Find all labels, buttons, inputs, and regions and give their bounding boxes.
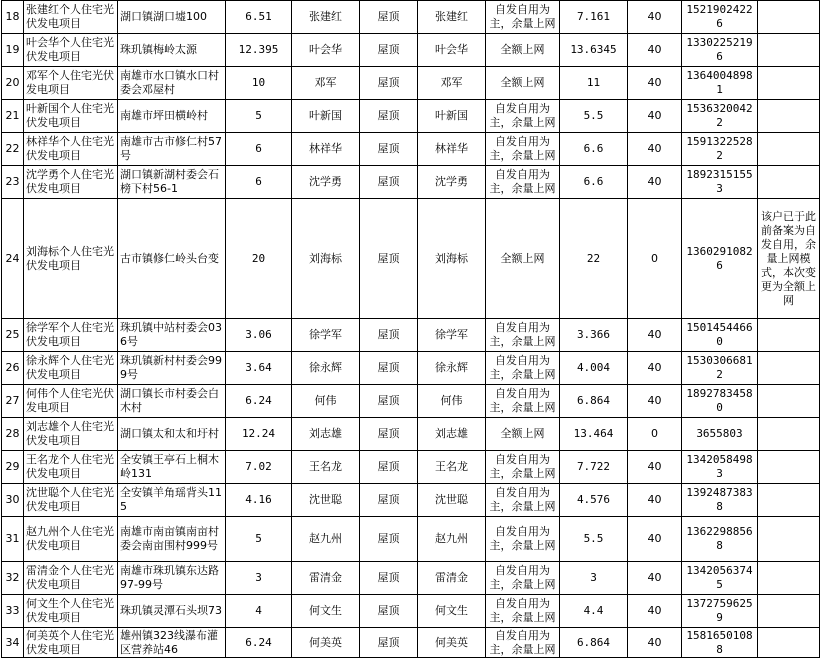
address-cell: 雄州镇323线瀑布灌区营养站46 [118,628,226,658]
phone-cell: 13727596259 [682,595,758,628]
owner-cell: 叶新国 [292,100,360,133]
price-cell: 40 [628,34,682,67]
owner-cell: 张建红 [292,1,360,34]
grid-mode-cell: 自发自用为主，余量上网 [486,1,560,34]
note-cell [758,67,820,100]
table-row [2,628,820,658]
project-name-cell: 何伟个人住宅光伏发电项目 [24,385,118,418]
owner-cell: 徐永辉 [292,352,360,385]
amount-cell: 3 [560,562,628,595]
amount-cell: 5.5 [560,100,628,133]
phone-cell: 15363200422 [682,100,758,133]
phone-cell: 15913225282 [682,133,758,166]
amount-cell: 13.464 [560,418,628,451]
project-name-cell: 叶新国个人住宅光伏发电项目 [24,100,118,133]
price-cell: 40 [628,166,682,199]
amount-cell: 3.366 [560,319,628,352]
capacity-cell: 4 [226,595,292,628]
project-table [1,0,820,658]
install-type-cell: 屋顶 [360,166,418,199]
phone-cell: 15303066812 [682,352,758,385]
install-type-cell: 屋顶 [360,133,418,166]
phone-cell: 18923151553 [682,166,758,199]
seq-cell: 20 [2,67,24,100]
amount-cell: 13.6345 [560,34,628,67]
seq-cell: 22 [2,133,24,166]
capacity-cell: 6 [226,133,292,166]
address-cell: 全安镇羊角瑶背头115 [118,484,226,517]
table-row [2,166,820,199]
note-cell [758,484,820,517]
note-cell [758,34,820,67]
install-type-cell: 屋顶 [360,385,418,418]
investor-cell: 刘志雄 [418,418,486,451]
investor-cell: 叶会华 [418,34,486,67]
phone-cell: 18927834580 [682,385,758,418]
install-type-cell: 屋顶 [360,562,418,595]
table-row [2,484,820,517]
investor-cell: 徐永辉 [418,352,486,385]
owner-cell: 何美英 [292,628,360,658]
project-name-cell: 叶会华个人住宅光伏发电项目 [24,34,118,67]
install-type-cell: 屋顶 [360,595,418,628]
investor-cell: 张建红 [418,1,486,34]
grid-mode-cell: 自发自用为主，余量上网 [486,166,560,199]
price-cell: 0 [628,418,682,451]
seq-cell: 26 [2,352,24,385]
seq-cell: 34 [2,628,24,658]
owner-cell: 刘海标 [292,199,360,319]
project-name-cell: 邓军个人住宅光伏发电项目 [24,67,118,100]
capacity-cell: 5 [226,517,292,562]
price-cell: 40 [628,517,682,562]
note-cell [758,517,820,562]
capacity-cell: 4.16 [226,484,292,517]
owner-cell: 邓军 [292,67,360,100]
capacity-cell: 10 [226,67,292,100]
seq-cell: 27 [2,385,24,418]
investor-cell: 沈学勇 [418,166,486,199]
capacity-cell: 6.24 [226,628,292,658]
price-cell: 40 [628,133,682,166]
price-cell: 40 [628,319,682,352]
seq-cell: 25 [2,319,24,352]
amount-cell: 6.6 [560,133,628,166]
amount-cell: 4.4 [560,595,628,628]
investor-cell: 王名龙 [418,451,486,484]
note-cell [758,352,820,385]
project-name-cell: 徐永辉个人住宅光伏发电项目 [24,352,118,385]
owner-cell: 刘志雄 [292,418,360,451]
investor-cell: 何美英 [418,628,486,658]
phone-cell: 13924873838 [682,484,758,517]
phone-cell: 13420584983 [682,451,758,484]
phone-cell: 3655803 [682,418,758,451]
price-cell: 40 [628,1,682,34]
seq-cell: 30 [2,484,24,517]
note-cell [758,385,820,418]
amount-cell: 11 [560,67,628,100]
phone-cell: 13640048981 [682,67,758,100]
table-row [2,199,820,319]
project-name-cell: 赵九州个人住宅光伏发电项目 [24,517,118,562]
table-row [2,385,820,418]
phone-cell: 13602910826 [682,199,758,319]
note-cell [758,595,820,628]
investor-cell: 何伟 [418,385,486,418]
install-type-cell: 屋顶 [360,319,418,352]
price-cell: 40 [628,595,682,628]
note-cell [758,418,820,451]
investor-cell: 沈世聪 [418,484,486,517]
capacity-cell: 3.64 [226,352,292,385]
amount-cell: 6.864 [560,385,628,418]
address-cell: 南雄市南亩镇南亩村委会南亩围村999号 [118,517,226,562]
install-type-cell: 屋顶 [360,484,418,517]
capacity-cell: 12.24 [226,418,292,451]
phone-cell: 13420563745 [682,562,758,595]
address-cell: 南雄市坪田横岭村 [118,100,226,133]
project-name-cell: 沈世聪个人住宅光伏发电项目 [24,484,118,517]
price-cell: 40 [628,67,682,100]
note-cell [758,100,820,133]
install-type-cell: 屋顶 [360,100,418,133]
table-row [2,595,820,628]
grid-mode-cell: 自发自用为主，余量上网 [486,352,560,385]
price-cell: 40 [628,562,682,595]
note-cell [758,451,820,484]
grid-mode-cell: 全额上网 [486,34,560,67]
install-type-cell: 屋顶 [360,1,418,34]
investor-cell: 叶新国 [418,100,486,133]
owner-cell: 雷清金 [292,562,360,595]
amount-cell: 7.161 [560,1,628,34]
table-body [2,1,820,658]
address-cell: 珠玑镇灵潭石头坝73 [118,595,226,628]
price-cell: 0 [628,199,682,319]
owner-cell: 赵九州 [292,517,360,562]
investor-cell: 徐学军 [418,319,486,352]
address-cell: 全安镇王亭石上桐木岭131 [118,451,226,484]
amount-cell: 5.5 [560,517,628,562]
amount-cell: 6.6 [560,166,628,199]
grid-mode-cell: 自发自用为主，余量上网 [486,133,560,166]
address-cell: 珠玑镇中站村委会036号 [118,319,226,352]
grid-mode-cell: 自发自用为主，余量上网 [486,517,560,562]
owner-cell: 叶会华 [292,34,360,67]
table-row [2,133,820,166]
install-type-cell: 屋顶 [360,352,418,385]
seq-cell: 24 [2,199,24,319]
amount-cell: 22 [560,199,628,319]
phone-cell: 15219024226 [682,1,758,34]
grid-mode-cell: 自发自用为主，余量上网 [486,484,560,517]
seq-cell: 28 [2,418,24,451]
address-cell: 珠玑镇梅岭太源 [118,34,226,67]
address-cell: 珠玑镇新村村委会999号 [118,352,226,385]
price-cell: 40 [628,352,682,385]
price-cell: 40 [628,100,682,133]
investor-cell: 刘海标 [418,199,486,319]
project-name-cell: 刘海标个人住宅光伏发电项目 [24,199,118,319]
owner-cell: 沈世聪 [292,484,360,517]
seq-cell: 33 [2,595,24,628]
project-name-cell: 刘志雄个人住宅光伏发电项目 [24,418,118,451]
address-cell: 湖口镇新湖村委会石榜下村56-1 [118,166,226,199]
grid-mode-cell: 自发自用为主，余量上网 [486,562,560,595]
capacity-cell: 5 [226,100,292,133]
phone-cell: 15014544660 [682,319,758,352]
project-name-cell: 何美英个人住宅光伏发电项目 [24,628,118,658]
note-cell: 该户已于此前备案为自发自用，余量上网模式，本次变更为全额上网 [758,199,820,319]
investor-cell: 何文生 [418,595,486,628]
note-cell [758,1,820,34]
price-cell: 40 [628,628,682,658]
address-cell: 南雄市水口镇水口村委会邓屋村 [118,67,226,100]
address-cell: 湖口镇长市村委会白木村 [118,385,226,418]
address-cell: 湖口镇湖口墟100 [118,1,226,34]
project-name-cell: 沈学勇个人住宅光伏发电项目 [24,166,118,199]
install-type-cell: 屋顶 [360,199,418,319]
table-row [2,562,820,595]
table-row [2,1,820,34]
install-type-cell: 屋顶 [360,517,418,562]
install-type-cell: 屋顶 [360,451,418,484]
capacity-cell: 12.395 [226,34,292,67]
table-row [2,319,820,352]
address-cell: 湖口镇太和太和圩村 [118,418,226,451]
project-name-cell: 林祥华个人住宅光伏发电项目 [24,133,118,166]
address-cell: 南雄市古市修仁村57号 [118,133,226,166]
grid-mode-cell: 自发自用为主，余量上网 [486,385,560,418]
owner-cell: 林祥华 [292,133,360,166]
investor-cell: 赵九州 [418,517,486,562]
owner-cell: 徐学军 [292,319,360,352]
note-cell [758,628,820,658]
investor-cell: 邓军 [418,67,486,100]
table-row [2,418,820,451]
amount-cell: 6.864 [560,628,628,658]
seq-cell: 19 [2,34,24,67]
grid-mode-cell: 自发自用为主，余量上网 [486,451,560,484]
table-row [2,451,820,484]
seq-cell: 21 [2,100,24,133]
amount-cell: 4.004 [560,352,628,385]
capacity-cell: 3.06 [226,319,292,352]
grid-mode-cell: 自发自用为主，余量上网 [486,100,560,133]
owner-cell: 沈学勇 [292,166,360,199]
seq-cell: 32 [2,562,24,595]
address-cell: 南雄市珠玑镇东达路97-99号 [118,562,226,595]
price-cell: 40 [628,385,682,418]
capacity-cell: 20 [226,199,292,319]
table-row [2,34,820,67]
phone-cell: 13622988568 [682,517,758,562]
phone-cell: 15816501088 [682,628,758,658]
project-name-cell: 王名龙个人住宅光伏发电项目 [24,451,118,484]
investor-cell: 林祥华 [418,133,486,166]
grid-mode-cell: 自发自用为主，余量上网 [486,595,560,628]
grid-mode-cell: 自发自用为主，余量上网 [486,319,560,352]
phone-cell: 13302252196 [682,34,758,67]
install-type-cell: 屋顶 [360,628,418,658]
amount-cell: 4.576 [560,484,628,517]
install-type-cell: 屋顶 [360,418,418,451]
seq-cell: 29 [2,451,24,484]
investor-cell: 雷清金 [418,562,486,595]
grid-mode-cell: 全额上网 [486,199,560,319]
note-cell [758,166,820,199]
table-row [2,517,820,562]
table-row [2,352,820,385]
project-name-cell: 徐学军个人住宅光伏发电项目 [24,319,118,352]
note-cell [758,133,820,166]
install-type-cell: 屋顶 [360,67,418,100]
capacity-cell: 6.51 [226,1,292,34]
seq-cell: 31 [2,517,24,562]
capacity-cell: 6 [226,166,292,199]
project-name-cell: 雷清金个人住宅光伏发电项目 [24,562,118,595]
grid-mode-cell: 全额上网 [486,67,560,100]
amount-cell: 7.722 [560,451,628,484]
capacity-cell: 3 [226,562,292,595]
project-name-cell: 何文生个人住宅光伏发电项目 [24,595,118,628]
price-cell: 40 [628,451,682,484]
seq-cell: 18 [2,1,24,34]
owner-cell: 何文生 [292,595,360,628]
address-cell: 古市镇修仁岭头台变 [118,199,226,319]
capacity-cell: 6.24 [226,385,292,418]
seq-cell: 23 [2,166,24,199]
table-row [2,67,820,100]
owner-cell: 何伟 [292,385,360,418]
grid-mode-cell: 自发自用为主，余量上网 [486,628,560,658]
owner-cell: 王名龙 [292,451,360,484]
capacity-cell: 7.02 [226,451,292,484]
price-cell: 40 [628,484,682,517]
install-type-cell: 屋顶 [360,34,418,67]
project-name-cell: 张建红个人住宅光伏发电项目 [24,1,118,34]
note-cell [758,562,820,595]
table-row [2,100,820,133]
grid-mode-cell: 全额上网 [486,418,560,451]
note-cell [758,319,820,352]
